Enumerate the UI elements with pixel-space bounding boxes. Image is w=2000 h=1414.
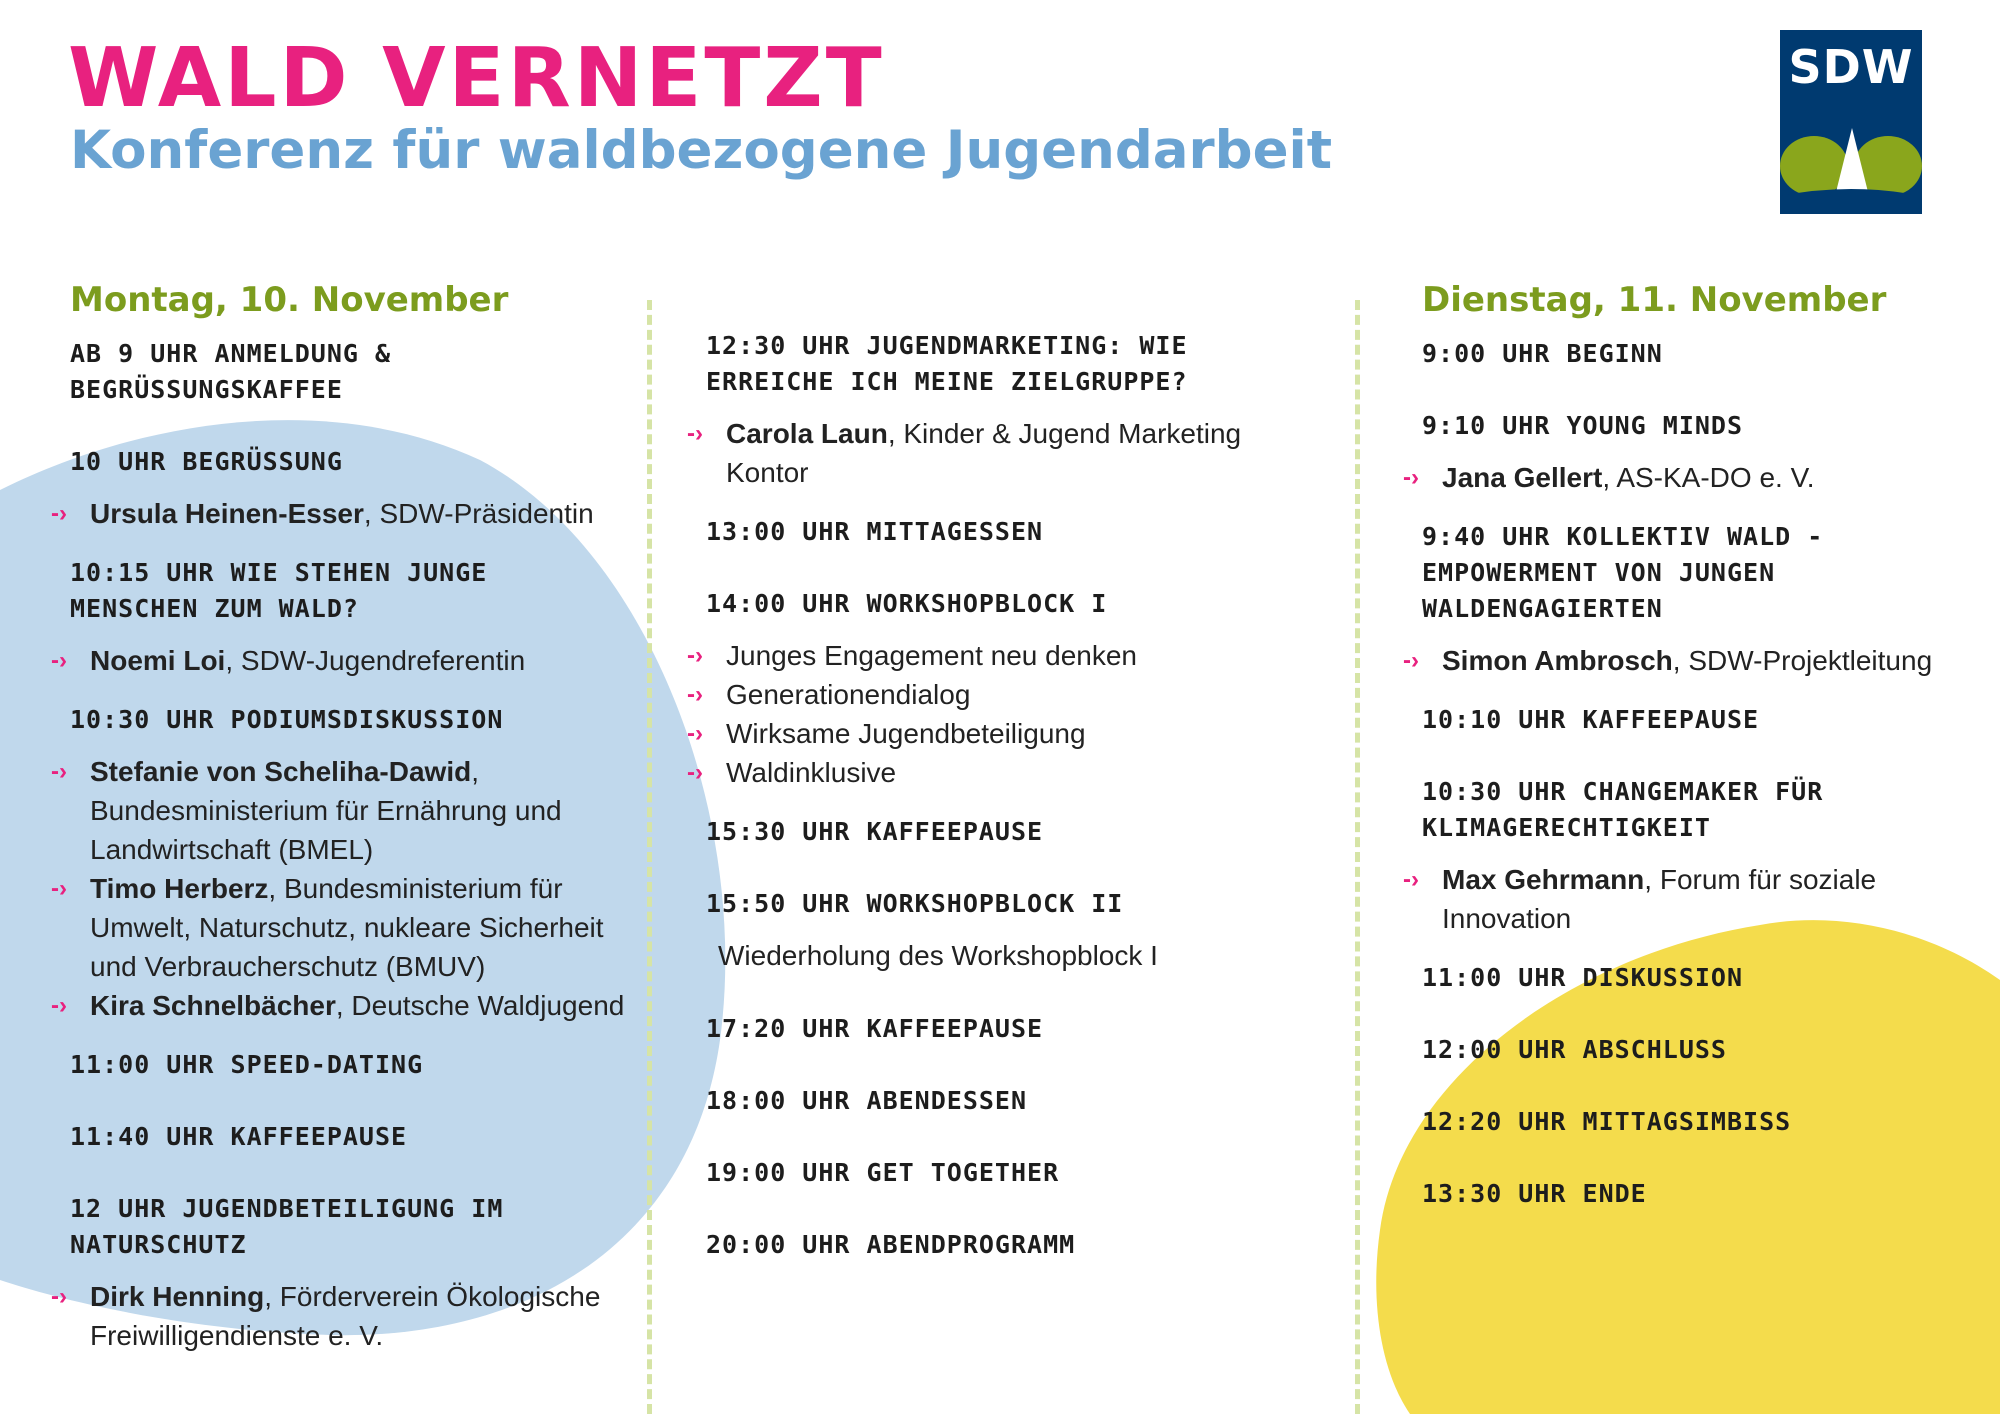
spacer [706,1047,1326,1083]
spacer [1422,1068,1982,1104]
time-slot: 15:50 UHR WORKSHOPBLOCK II [706,889,1124,918]
speaker-entry [51,752,630,869]
speaker-name: Jana Gellert [1442,462,1603,494]
spacer [706,922,1326,936]
speaker-entry [51,986,630,1025]
page-subtitle: Konferenz für waldbezogene Jugendarbeit [70,120,1333,181]
speaker-name: Stefanie von Scheliha-Dawid [90,756,472,788]
time-slot: 20:00 UHR ABENDPROGRAMM [706,1230,1076,1259]
time-slot: 12:30 UHR JUGENDMARKETING: WIE ERREICHE ICH MEINE ZIELGRUPPE? [706,331,1188,396]
arrow-icon: -› [51,875,67,903]
speaker-affiliation: , SDW-Projektleitung [1672,645,1933,677]
spacer [1422,996,1982,1032]
arrow-icon: -› [1403,647,1419,675]
speaker-entry [687,414,1326,492]
arrow-icon: -› [1403,866,1419,894]
column-divider-right [1355,300,1360,1414]
tree-icon [1780,112,1922,214]
spacer [1422,938,1982,960]
speaker-affiliation: Junges Engagement neu denken [726,640,1137,671]
spacer [1422,372,1982,408]
speaker-name: Noemi Loi [90,645,226,677]
arrow-icon: -› [687,720,703,747]
workshop-entry [687,714,1326,753]
time-slot: 9:40 UHR KOLLEKTIV WALD - EMPOWERMENT VON JUNGEN WALDENGAGIERTEN [1422,522,1824,624]
spacer [1422,1140,1982,1176]
spacer [1422,738,1982,774]
sdw-logo [1780,30,1922,214]
speaker-name: Kira Schnelbächer [90,990,336,1022]
speaker-affiliation: , Deutsche Waldjugend [335,990,625,1022]
speaker-affiliation: , Bundesministerium für Umwelt, Naturschutz, nukleare Sicherheit und Verbraucherschutz (BMUV) [90,873,604,983]
spacer [1422,846,1982,860]
time-slot: 13:30 UHR ENDE [1422,1179,1647,1209]
spacer [70,322,630,336]
speaker-entry [1403,458,1982,497]
time-slot: 17:20 UHR KAFFEEPAUSE [706,1014,1044,1043]
time-slot: 10 UHR BEGRÜSSUNG [70,447,343,477]
spacer [70,533,630,555]
time-slot: 10:30 UHR CHANGEMAKER FÜR KLIMAGERECHTIGKEIT [1422,777,1824,843]
spacer [70,627,630,641]
arrow-icon: -› [51,992,67,1020]
day-heading: Dienstag, 11. November [1422,280,1887,320]
spacer [706,850,1326,886]
time-slot: 12:00 UHR ABSCHLUSS [1422,1035,1727,1065]
spacer [706,492,1326,514]
speaker-affiliation: , Forum für soziale Innovation [1442,864,1877,935]
arrow-icon: -› [51,1283,67,1311]
monday-column [51,278,630,1377]
speaker-affiliation: , SDW-Jugendreferentin [225,645,526,677]
time-slot: 11:00 UHR SPEED-DATING [70,1050,424,1080]
tuesday-column [1403,278,1982,1226]
spacer [706,1263,1326,1277]
spacer [706,400,1326,414]
spacer [1422,444,1982,458]
speaker-affiliation: Wirksame Jugendbeteiligung [726,718,1086,749]
spacer [1422,322,1982,336]
speaker-name: Simon Ambrosch [1442,645,1673,677]
workshop-entry [687,753,1326,792]
workshop-entry [687,636,1326,675]
arrow-icon: -› [687,681,703,708]
time-slot: 19:00 UHR GET TOGETHER [706,1158,1060,1187]
spacer [706,792,1326,814]
time-slot: 10:10 UHR KAFFEEPAUSE [1422,705,1760,735]
time-slot: 15:30 UHR KAFFEEPAUSE [706,817,1044,846]
spacer [70,1263,630,1277]
spacer [706,1191,1326,1227]
time-slot: 9:00 UHR BEGINN [1422,339,1663,369]
speaker-affiliation: Waldinklusive [726,757,897,788]
spacer [1422,680,1982,702]
spacer [706,622,1326,636]
speaker-entry [51,494,630,533]
spacer [70,1355,630,1377]
arrow-icon: -› [51,500,67,528]
arrow-icon: -› [51,647,67,675]
speaker-entry [51,641,630,680]
speaker-entry [1403,860,1982,938]
speaker-name: Ursula Heinen-Esser [90,498,364,530]
arrow-icon: -› [1403,464,1419,492]
spacer [70,680,630,702]
speaker-entry [51,869,630,986]
time-slot: 10:15 UHR WIE STEHEN JUNGE MENSCHEN ZUM WALD? [70,558,488,624]
time-slot: 18:00 UHR ABENDESSEN [706,1086,1028,1115]
time-slot: 10:30 UHR PODIUMSDISKUSSION [70,705,504,735]
day-heading: Montag, 10. November [70,280,509,320]
spacer [706,550,1326,586]
time-slot: 12 UHR JUGENDBETEILIGUNG IM NATURSCHUTZ [70,1194,504,1260]
speaker-entry [51,1277,630,1355]
time-slot: 14:00 UHR WORKSHOPBLOCK I [706,589,1108,618]
speaker-name: Carola Laun [726,418,888,449]
logo-text: SDW [1788,40,1914,94]
arrow-icon: -› [51,758,67,786]
speaker-name: Dirk Henning [90,1281,265,1313]
arrow-icon: -› [687,642,703,669]
speaker-affiliation: , SDW-Präsidentin [363,498,594,530]
spacer [1422,497,1982,519]
spacer [70,1083,630,1119]
speaker-affiliation: , Kinder & Jugend Marketing Kontor [726,418,1242,488]
time-slot: 9:10 UHR YOUNG MINDS [1422,411,1744,441]
spacer [1422,627,1982,641]
speaker-affiliation: , AS-KA-DO e. V. [1602,462,1815,494]
arrow-icon: -› [687,759,703,786]
time-slot: 13:00 UHR MITTAGESSEN [706,517,1044,546]
speaker-affiliation: Generationendialog [726,679,971,710]
spacer [70,1025,630,1047]
spacer [1422,1212,1982,1226]
speaker-affiliation: , Förderverein Ökologische Freiwilligendienste e. V. [90,1281,601,1352]
spacer [70,480,630,494]
middle-column [687,328,1326,1277]
column-divider-left [647,300,652,1414]
speaker-affiliation: , Bundesministerium für Ernährung und Landwirtschaft (BMEL) [90,756,562,866]
arrow-icon: -› [687,420,703,447]
speaker-name: Timo Herberz [90,873,269,905]
time-slot: 12:20 UHR MITTAGSIMBISS [1422,1107,1792,1137]
workshop-entry [687,675,1326,714]
time-slot: 11:00 UHR DISKUSSION [1422,963,1744,993]
page-title: WALD VERNETZT [68,31,885,126]
spacer [70,738,630,752]
session-note: Wiederholung des Workshopblock I [718,940,1158,971]
speaker-name: Max Gehrmann [1442,864,1645,896]
speaker-entry [1403,641,1982,680]
spacer [70,1155,630,1191]
time-slot: 11:40 UHR KAFFEEPAUSE [70,1122,408,1152]
spacer [706,1119,1326,1155]
time-slot: AB 9 UHR ANMELDUNG & BEGRÜSSUNGSKAFFEE [70,339,392,405]
spacer [70,408,630,444]
spacer [706,975,1326,1011]
